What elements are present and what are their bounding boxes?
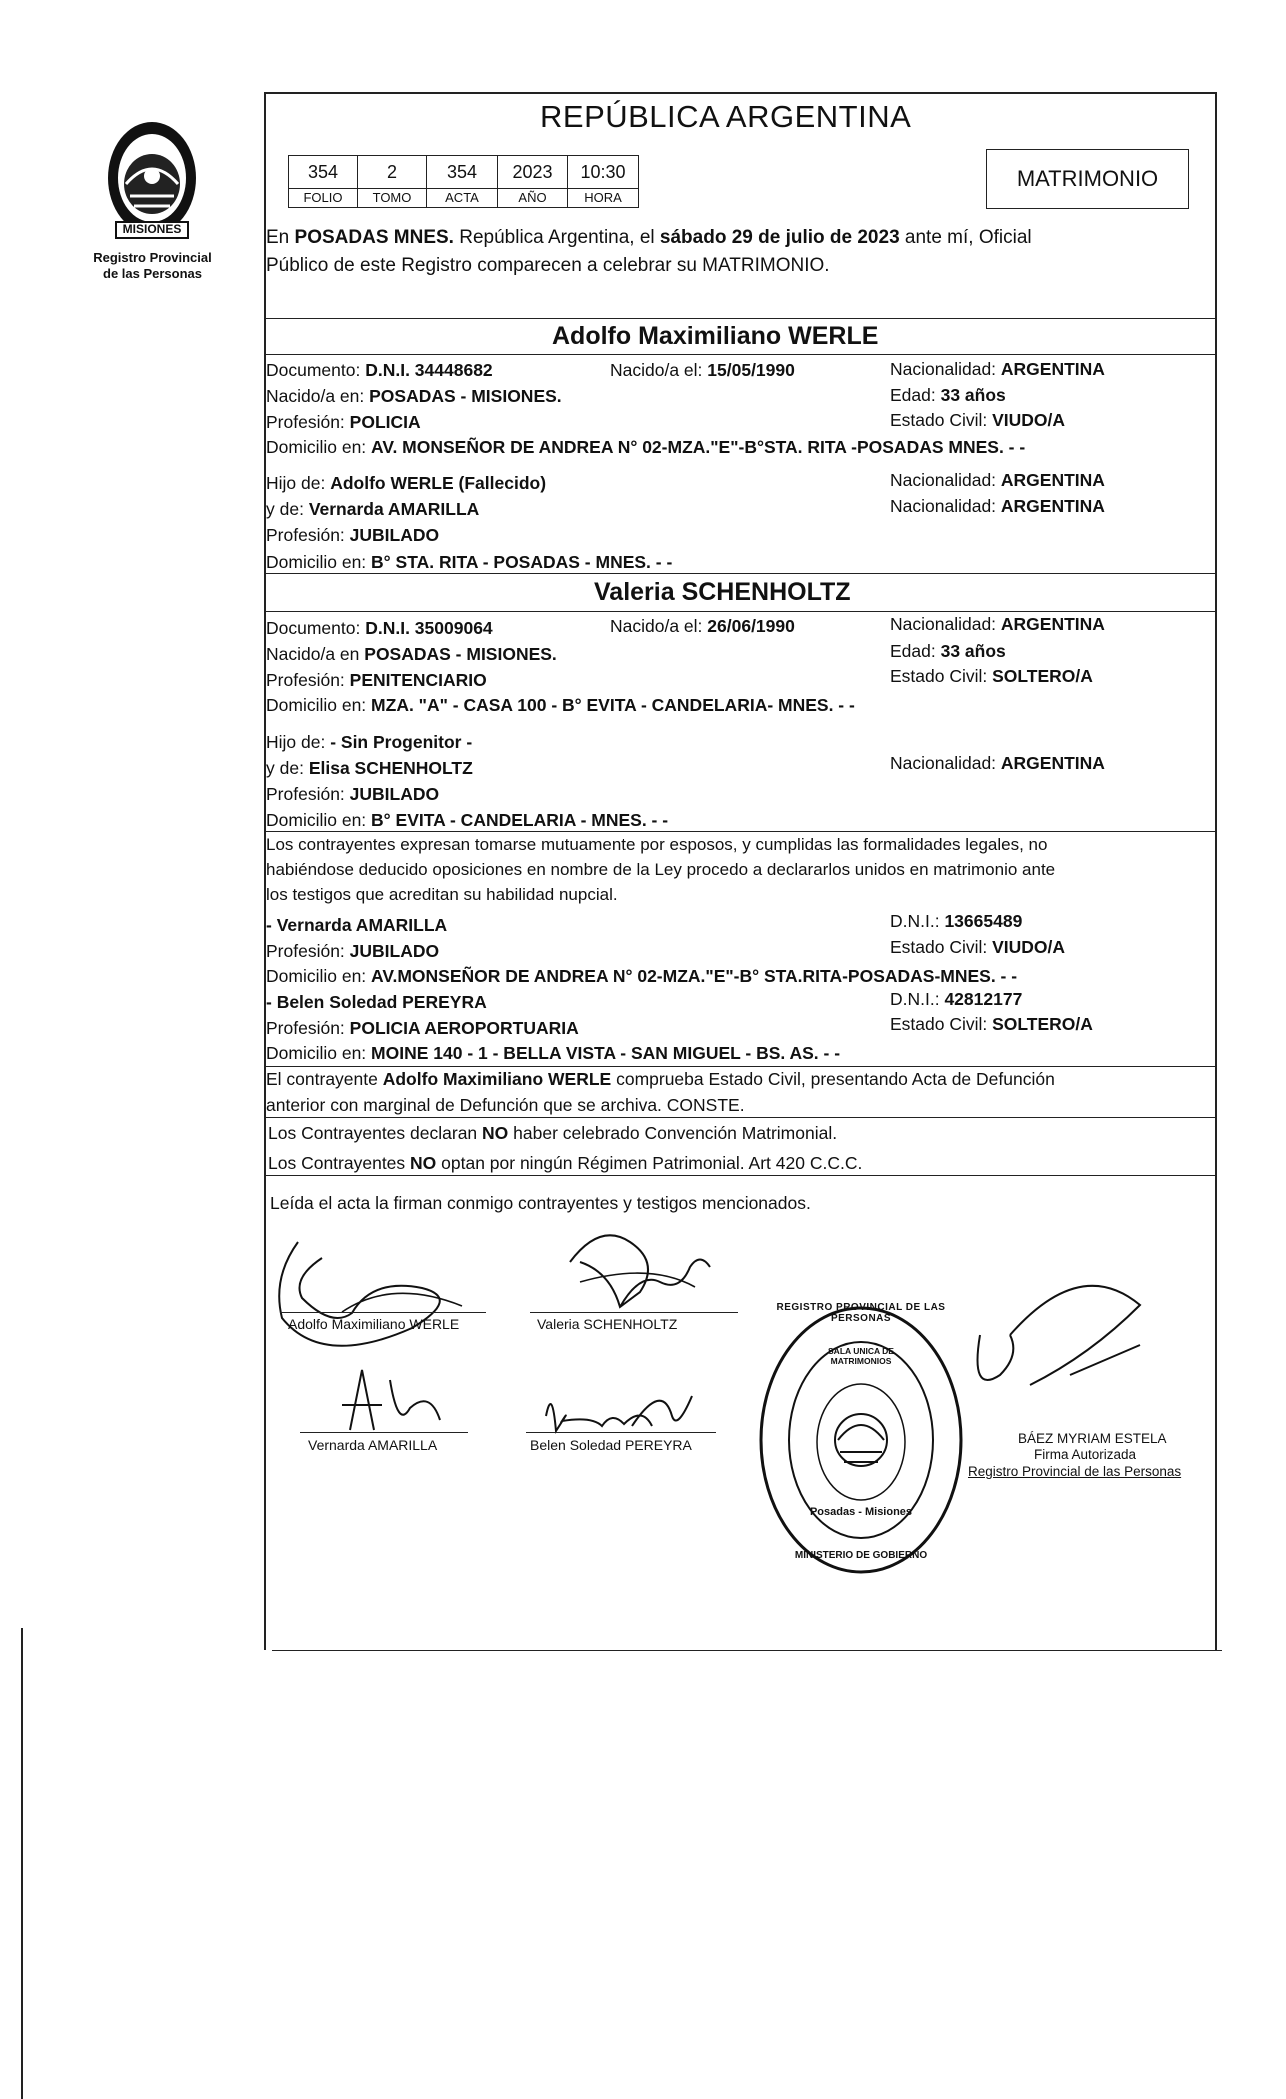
record-tomo-value: 2 <box>357 155 427 189</box>
record-tomo-label: TOMO <box>357 189 427 208</box>
groom-civil: Estado Civil: VIUDO/A <box>890 410 1066 430</box>
declaration-line3: los testigos que acreditan su habilidad nupcial. <box>266 885 618 904</box>
bride-doc: Documento: D.N.I. 35009064 <box>266 618 493 638</box>
groom-prof: Profesión: POLICIA <box>266 412 421 432</box>
groom-addr: Domicilio en: AV. MONSEÑOR DE ANDREA N° 02-MZA."E"-B°STA. RITA -POSADAS MNES. - - <box>266 437 1026 457</box>
registry-logo <box>96 114 208 246</box>
groom-born: Nacido/a el: 15/05/1990 <box>610 360 795 380</box>
groom-father-nat: Nacionalidad: ARGENTINA <box>890 470 1105 490</box>
record-ano-value: 2023 <box>497 155 568 189</box>
official-name: BÁEZ MYRIAM ESTELA <box>1018 1431 1167 1446</box>
logo-bottom-text: MISIONES <box>122 222 182 236</box>
divider-6 <box>264 1066 1217 1067</box>
seal-ring-inner: SALA UNICA DE MATRIMONIOS <box>828 1346 894 1366</box>
witness-2-name: - Belen Soledad PEREYRA <box>266 992 487 1012</box>
witness-1-addr: Domicilio en: AV.MONSEÑOR DE ANDREA N° 02-MZA."E"-B° STA.RITA-POSADAS-MNES. - - <box>266 966 1018 986</box>
convention-line1: Los Contrayentes declaran NO haber celebrado Convención Matrimonial. <box>268 1123 838 1143</box>
closing-text: Leída el acta la firman conmigo contrayentes y testigos mencionados. <box>270 1193 811 1213</box>
groom-place: Nacido/a en: POSADAS - MISIONES. <box>266 386 562 406</box>
record-hora-value: 10:30 <box>567 155 639 189</box>
signature-label-2: Valeria SCHENHOLTZ <box>537 1316 678 1332</box>
bride-addr: Domicilio en: MZA. "A" - CASA 100 - B° EVITA - CANDELARIA- MNES. - - <box>266 695 855 715</box>
official-seal <box>756 1300 966 1580</box>
signature-line-1 <box>280 1312 486 1313</box>
bride-father: Hijo de: - Sin Progenitor - <box>266 732 473 752</box>
intro-line1: En POSADAS MNES. República Argentina, el sábado 29 de julio de 2023 ante mí, Oficial <box>266 227 1032 248</box>
signature-valeria <box>520 1212 720 1332</box>
signature-official <box>940 1275 1170 1405</box>
divider-5 <box>264 831 1217 832</box>
seal-ring-outer: REGISTRO PROVINCIAL DE LAS PERSONAS <box>776 1302 946 1324</box>
record-acta-label: ACTA <box>426 189 498 208</box>
frame-bottom-line <box>272 1650 1222 1651</box>
convention-line2: Los Contrayentes NO optan por ningún Régimen Patrimonial. Art 420 C.C.C. <box>268 1153 863 1173</box>
declaration-line1: Los contrayentes expresan tomarse mutuamente por esposos, y cumplidas las formalidades legales, no <box>266 835 1048 854</box>
groom-age: Edad: 33 años <box>890 385 1006 405</box>
witness-2-prof: Profesión: POLICIA AEROPORTUARIA <box>266 1018 579 1038</box>
signature-line-2 <box>530 1312 738 1313</box>
official-role: Firma Autorizada <box>1034 1447 1137 1462</box>
divider-2 <box>264 354 1217 355</box>
signature-line-4 <box>526 1432 716 1433</box>
witness-1-prof: Profesión: JUBILADO <box>266 941 440 961</box>
witness-1-dni: D.N.I.: 13665489 <box>890 911 1023 931</box>
divider-4 <box>264 611 1217 612</box>
record-folio-label: FOLIO <box>288 189 358 208</box>
bride-name: Valeria SCHENHOLTZ <box>594 578 851 606</box>
seal-icon <box>756 1300 966 1580</box>
signature-label-1: Adolfo Maximiliano WERLE <box>288 1316 460 1332</box>
record-hora-label: HORA <box>567 189 639 208</box>
record-acta-value: 354 <box>426 155 498 189</box>
witness-2-civil: Estado Civil: SOLTERO/A <box>890 1014 1093 1034</box>
signature-vernarda <box>320 1350 470 1440</box>
signature-line-3 <box>300 1432 468 1433</box>
intro-line2: Público de este Registro comparecen a celebrar su MATRIMONIO. <box>266 255 830 276</box>
registry-name-line2: de las Personas <box>103 266 202 281</box>
civil-note-line1: El contrayente Adolfo Maximiliano WERLE comprueba Estado Civil, presentando Acta de Defunción <box>266 1069 1055 1089</box>
groom-mother: y de: Vernarda AMARILLA <box>266 499 480 519</box>
divider-1 <box>264 318 1217 319</box>
groom-name: Adolfo Maximiliano WERLE <box>552 322 879 350</box>
bride-mother-nat: Nacionalidad: ARGENTINA <box>890 753 1105 773</box>
seal-bottom-text: Posadas - Misiones <box>809 1506 913 1518</box>
record-ano-label: AÑO <box>497 189 568 208</box>
scan-edge-line <box>21 1628 23 2099</box>
bride-parent-addr: Domicilio en: B° EVITA - CANDELARIA - MNES. - - <box>266 810 669 830</box>
bride-parent-prof: Profesión: JUBILADO <box>266 784 440 804</box>
bride-civil: Estado Civil: SOLTERO/A <box>890 666 1093 686</box>
witness-2-dni: D.N.I.: 42812177 <box>890 989 1023 1009</box>
header-title: REPÚBLICA ARGENTINA <box>540 99 912 134</box>
groom-doc: Documento: D.N.I. 34448682 <box>266 360 493 380</box>
divider-8 <box>264 1175 1217 1176</box>
groom-mother-nat: Nacionalidad: ARGENTINA <box>890 496 1105 516</box>
witness-1-name: - Vernarda AMARILLA <box>266 915 448 935</box>
groom-father: Hijo de: Adolfo WERLE (Fallecido) <box>266 473 547 493</box>
bride-prof: Profesión: PENITENCIARIO <box>266 670 487 690</box>
record-folio-value: 354 <box>288 155 358 189</box>
bride-place: Nacido/a en POSADAS - MISIONES. <box>266 644 557 664</box>
witness-1-civil: Estado Civil: VIUDO/A <box>890 937 1066 957</box>
signature-label-4: Belen Soledad PEREYRA <box>530 1437 692 1453</box>
bride-age: Edad: 33 años <box>890 641 1006 661</box>
bride-mother: y de: Elisa SCHENHOLTZ <box>266 758 473 778</box>
groom-parent-prof: Profesión: JUBILADO <box>266 525 440 545</box>
divider-3 <box>264 573 1217 574</box>
groom-parent-addr: Domicilio en: B° STA. RITA - POSADAS - MNES. - - <box>266 552 673 572</box>
witness-2-addr: Domicilio en: MOINE 140 - 1 - BELLA VISTA - SAN MIGUEL - BS. AS. - - <box>266 1043 841 1063</box>
registry-name-line1: Registro Provincial <box>93 250 212 265</box>
seal-ministry-text: MINISTERIO DE GOBIERNO <box>794 1550 928 1561</box>
groom-nat: Nacionalidad: ARGENTINA <box>890 359 1105 379</box>
official-org: Registro Provincial de las Personas <box>968 1464 1182 1479</box>
record-type: MATRIMONIO <box>1016 166 1159 191</box>
record-type-box <box>986 149 1189 209</box>
declaration-line2: habiéndose deducido oposiciones en nombre de la Ley procedo a declararlos unidos en matrimonio ante <box>266 860 1056 879</box>
bride-born: Nacido/a el: 26/06/1990 <box>610 616 795 636</box>
civil-note-line2: anterior con marginal de Defunción que se archiva. CONSTE. <box>266 1095 745 1115</box>
signature-label-3: Vernarda AMARILLA <box>308 1437 438 1453</box>
bride-nat: Nacionalidad: ARGENTINA <box>890 614 1105 634</box>
divider-7 <box>264 1117 1217 1118</box>
